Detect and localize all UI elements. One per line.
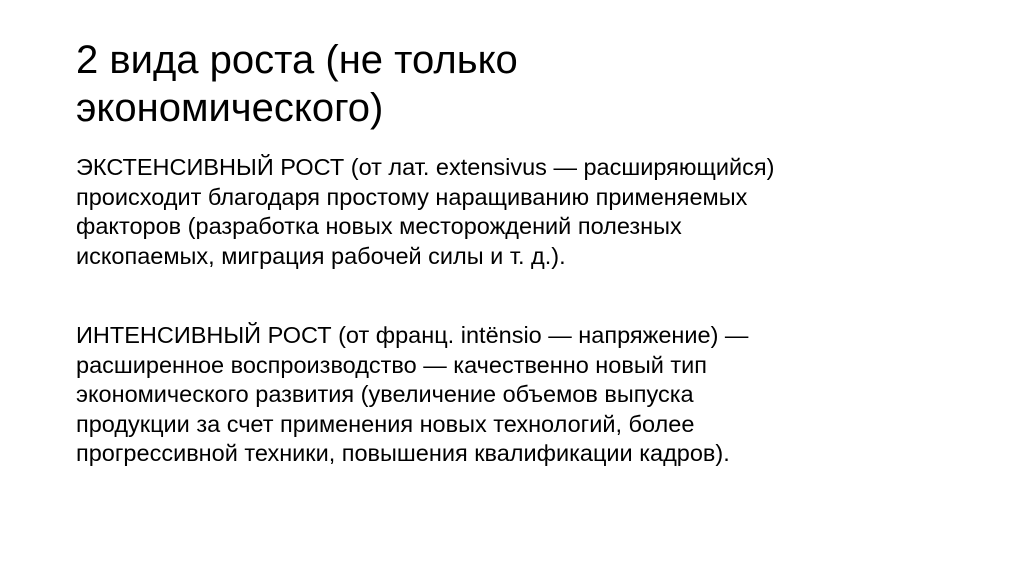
- paragraph-line: происходит благодаря простому наращиванию применяемых: [76, 183, 748, 210]
- paragraph-line: экономического развития (увеличение объемов выпуска: [76, 381, 694, 407]
- title-line: 2 вида роста (не только: [76, 38, 518, 82]
- paragraph-line: продукции за счет применения новых технологий, более: [76, 410, 695, 437]
- title-line: экономического): [76, 86, 384, 130]
- paragraph-extensive-growth: [76, 153, 976, 271]
- paragraph-intensive-growth: [76, 321, 976, 469]
- slide-title: [76, 36, 976, 132]
- paragraph-line: прогрессивной техники, повышения квалификации кадров).: [76, 440, 730, 466]
- paragraph-line: ЭКСТЕНСИВНЫЙ РОСТ (от лат. extensivus — расширяющийся): [76, 154, 775, 180]
- paragraph-line: факторов (разработка новых месторождений полезных: [76, 213, 682, 239]
- slide-body: [76, 153, 976, 469]
- paragraph-line: расширенное воспроизводство — качественно новый тип: [76, 351, 708, 378]
- paragraph-line: ИНТЕНСИВНЫЙ РОСТ (от франц. intënsio — напряжение) —: [76, 322, 749, 348]
- paragraph-line: ископаемых, миграция рабочей силы и т. д.).: [76, 242, 566, 269]
